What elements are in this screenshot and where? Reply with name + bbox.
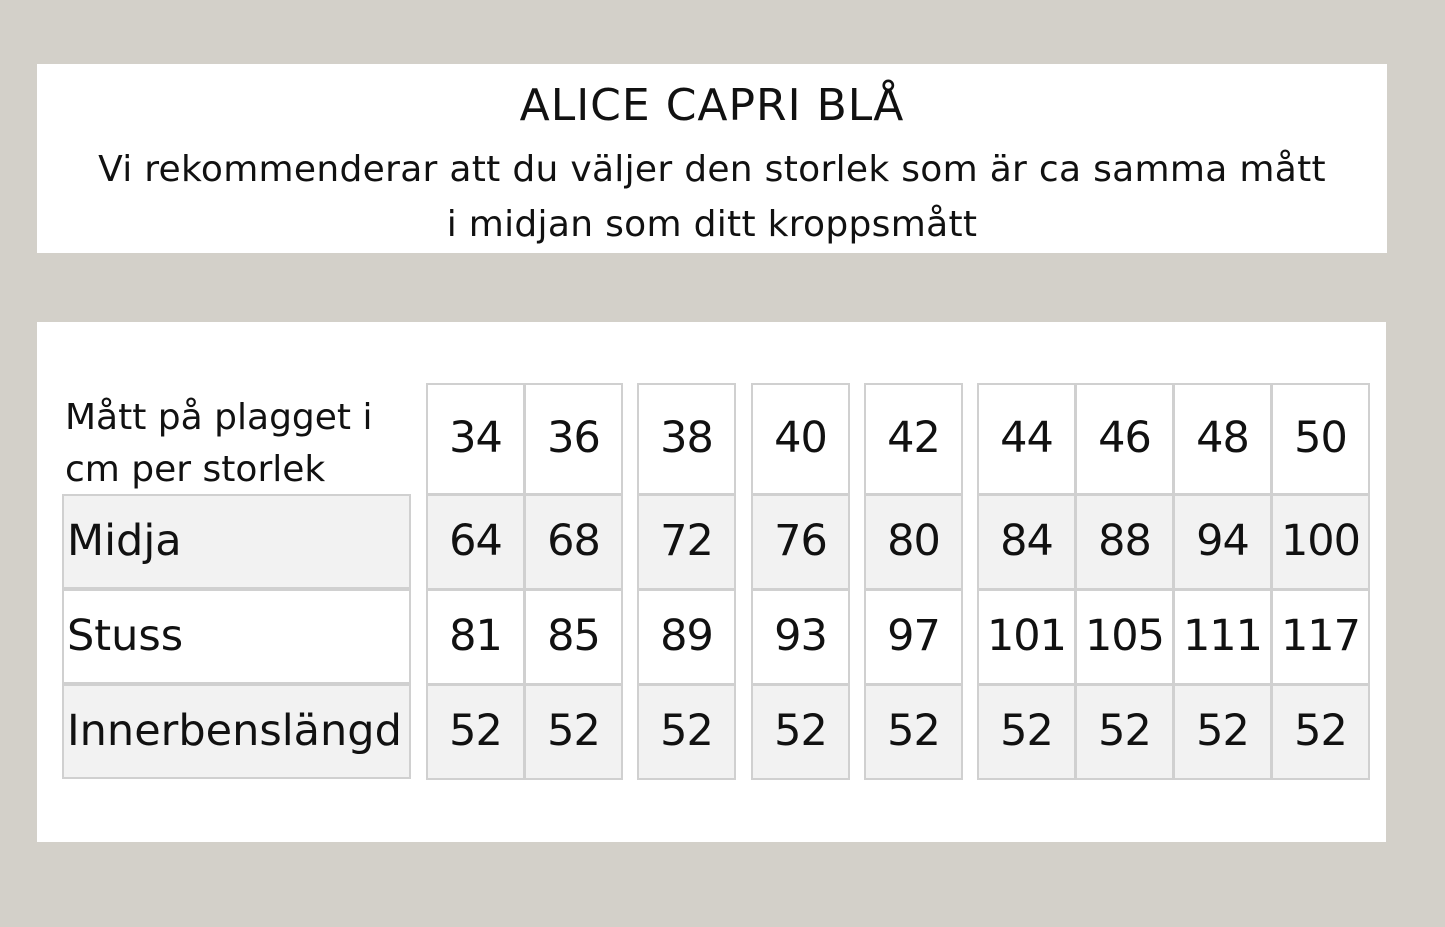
header-panel bbox=[37, 64, 1387, 253]
table-cell: 52 bbox=[426, 684, 525, 780]
size-header-36: 36 bbox=[524, 383, 623, 495]
table-cell: 105 bbox=[1075, 589, 1174, 685]
recommendation-line-1: Vi rekommenderar att du väljer den storlek som är ca samma mått bbox=[98, 149, 1326, 190]
row-label-midja: Midja bbox=[62, 494, 411, 589]
table-cell: 52 bbox=[1271, 684, 1370, 780]
row-label-innerbenslängd: Innerbenslängd bbox=[62, 684, 411, 779]
table-cell: 52 bbox=[751, 684, 850, 780]
size-header-46: 46 bbox=[1075, 383, 1174, 495]
table-cell: 76 bbox=[751, 494, 850, 590]
page-title: ALICE CAPRI BLÅ bbox=[519, 80, 905, 131]
table-cell: 52 bbox=[977, 684, 1076, 780]
table-cell: 72 bbox=[637, 494, 736, 590]
row-label-stuss: Stuss bbox=[62, 589, 411, 684]
table-cell: 84 bbox=[977, 494, 1076, 590]
table-cell: 64 bbox=[426, 494, 525, 590]
corner-label-line-1: Mått på plagget i bbox=[65, 397, 373, 438]
size-header-42: 42 bbox=[864, 383, 963, 495]
table-cell: 85 bbox=[524, 589, 623, 685]
table-cell: 68 bbox=[524, 494, 623, 590]
table-cell: 89 bbox=[637, 589, 736, 685]
corner-label-line-2: cm per storlek bbox=[65, 449, 326, 490]
table-cell: 52 bbox=[637, 684, 736, 780]
table-corner-label bbox=[65, 392, 425, 496]
table-cell: 101 bbox=[977, 589, 1076, 685]
table-cell: 88 bbox=[1075, 494, 1174, 590]
table-cell: 97 bbox=[864, 589, 963, 685]
size-header-44: 44 bbox=[977, 383, 1076, 495]
table-cell: 111 bbox=[1173, 589, 1272, 685]
table-cell: 52 bbox=[524, 684, 623, 780]
table-cell: 52 bbox=[864, 684, 963, 780]
table-cell: 52 bbox=[1173, 684, 1272, 780]
table-cell: 80 bbox=[864, 494, 963, 590]
size-table-panel bbox=[37, 322, 1386, 842]
table-cell: 100 bbox=[1271, 494, 1370, 590]
size-header-48: 48 bbox=[1173, 383, 1272, 495]
recommendation-text bbox=[37, 142, 1387, 252]
table-cell: 117 bbox=[1271, 589, 1370, 685]
recommendation-line-2: i midjan som ditt kroppsmått bbox=[446, 204, 978, 245]
size-header-40: 40 bbox=[751, 383, 850, 495]
table-cell: 93 bbox=[751, 589, 850, 685]
table-cell: 52 bbox=[1075, 684, 1174, 780]
size-header-34: 34 bbox=[426, 383, 525, 495]
size-header-38: 38 bbox=[637, 383, 736, 495]
table-cell: 94 bbox=[1173, 494, 1272, 590]
size-header-50: 50 bbox=[1271, 383, 1370, 495]
table-cell: 81 bbox=[426, 589, 525, 685]
